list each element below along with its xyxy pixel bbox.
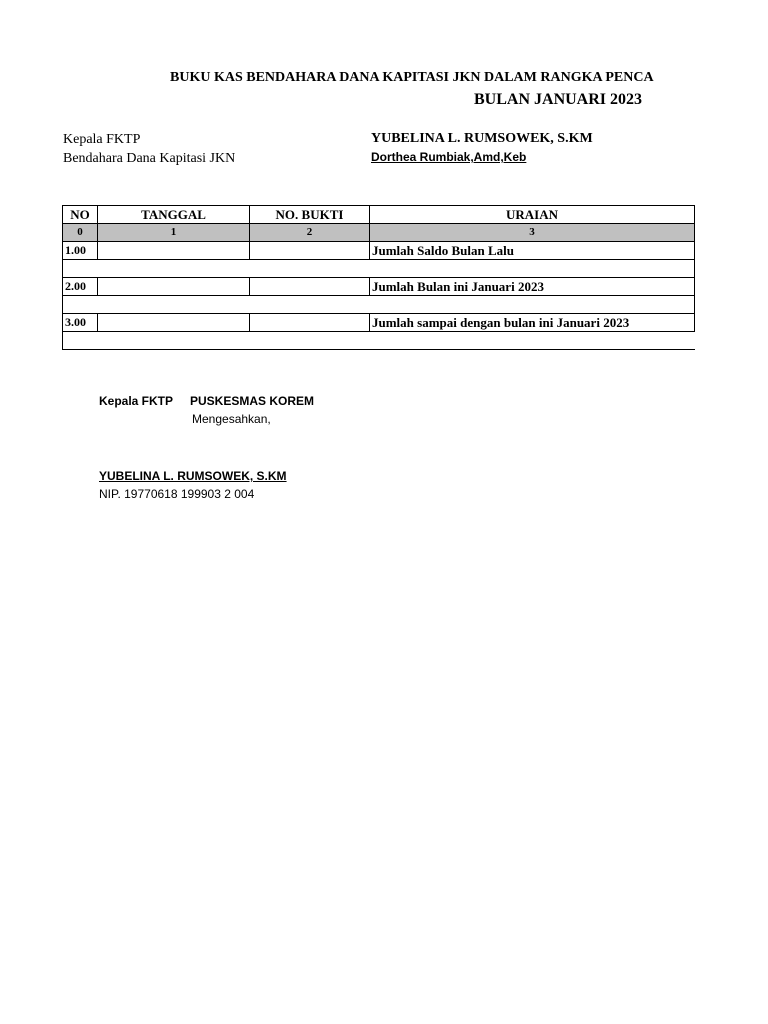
row-uraian: Jumlah Saldo Bulan Lalu [370, 242, 695, 260]
signature-organization: PUSKESMAS KOREM [190, 394, 315, 408]
row-uraian: Jumlah Bulan ini Januari 2023 [370, 278, 695, 296]
index-cell: 2 [250, 224, 370, 242]
header-tanggal: TANGGAL [98, 206, 250, 224]
row-bukti [250, 314, 370, 332]
row-tanggal [98, 242, 250, 260]
signatory-nip: NIP. 19770618 199903 2 004 [99, 487, 255, 501]
row-tanggal [98, 314, 250, 332]
table-index-row [63, 224, 695, 242]
table-row [63, 242, 695, 260]
spacer-cell [63, 332, 695, 350]
role-kepala-fktp: Kepala FKTP [63, 132, 141, 147]
table-header-row [63, 206, 695, 224]
signature-role: Kepala FKTP [99, 394, 174, 408]
table-row [63, 314, 695, 332]
kepala-fktp-name: YUBELINA L. RUMSOWEK, S.KM [371, 131, 593, 146]
header-no: NO [63, 206, 98, 224]
row-uraian: Jumlah sampai dengan bulan ini Januari 2023 [370, 314, 695, 332]
document-title: BUKU KAS BENDAHARA DANA KAPITASI JKN DALAM RANGKA PENCA [170, 70, 654, 85]
spacer-cell [63, 260, 695, 278]
spacer-cell [63, 296, 695, 314]
bendahara-name: Dorthea Rumbiak,Amd,Keb [371, 150, 527, 164]
ledger-table [62, 205, 695, 350]
row-no: 3.00 [63, 314, 98, 332]
spacer-row [63, 332, 695, 350]
index-cell: 1 [98, 224, 250, 242]
approval-text: Mengesahkan, [192, 412, 271, 426]
signatory-name: YUBELINA L. RUMSOWEK, S.KM [99, 469, 287, 483]
row-no: 2.00 [63, 278, 98, 296]
table-row [63, 278, 695, 296]
header-uraian: URAIAN [370, 206, 695, 224]
index-cell: 0 [63, 224, 98, 242]
role-bendahara: Bendahara Dana Kapitasi JKN [63, 151, 236, 166]
spacer-row [63, 296, 695, 314]
row-bukti [250, 278, 370, 296]
header-no-bukti: NO. BUKTI [250, 206, 370, 224]
period-title: BULAN JANUARI 2023 [474, 91, 643, 108]
row-bukti [250, 242, 370, 260]
row-no: 1.00 [63, 242, 98, 260]
index-cell: 3 [370, 224, 695, 242]
row-tanggal [98, 278, 250, 296]
spacer-row [63, 260, 695, 278]
